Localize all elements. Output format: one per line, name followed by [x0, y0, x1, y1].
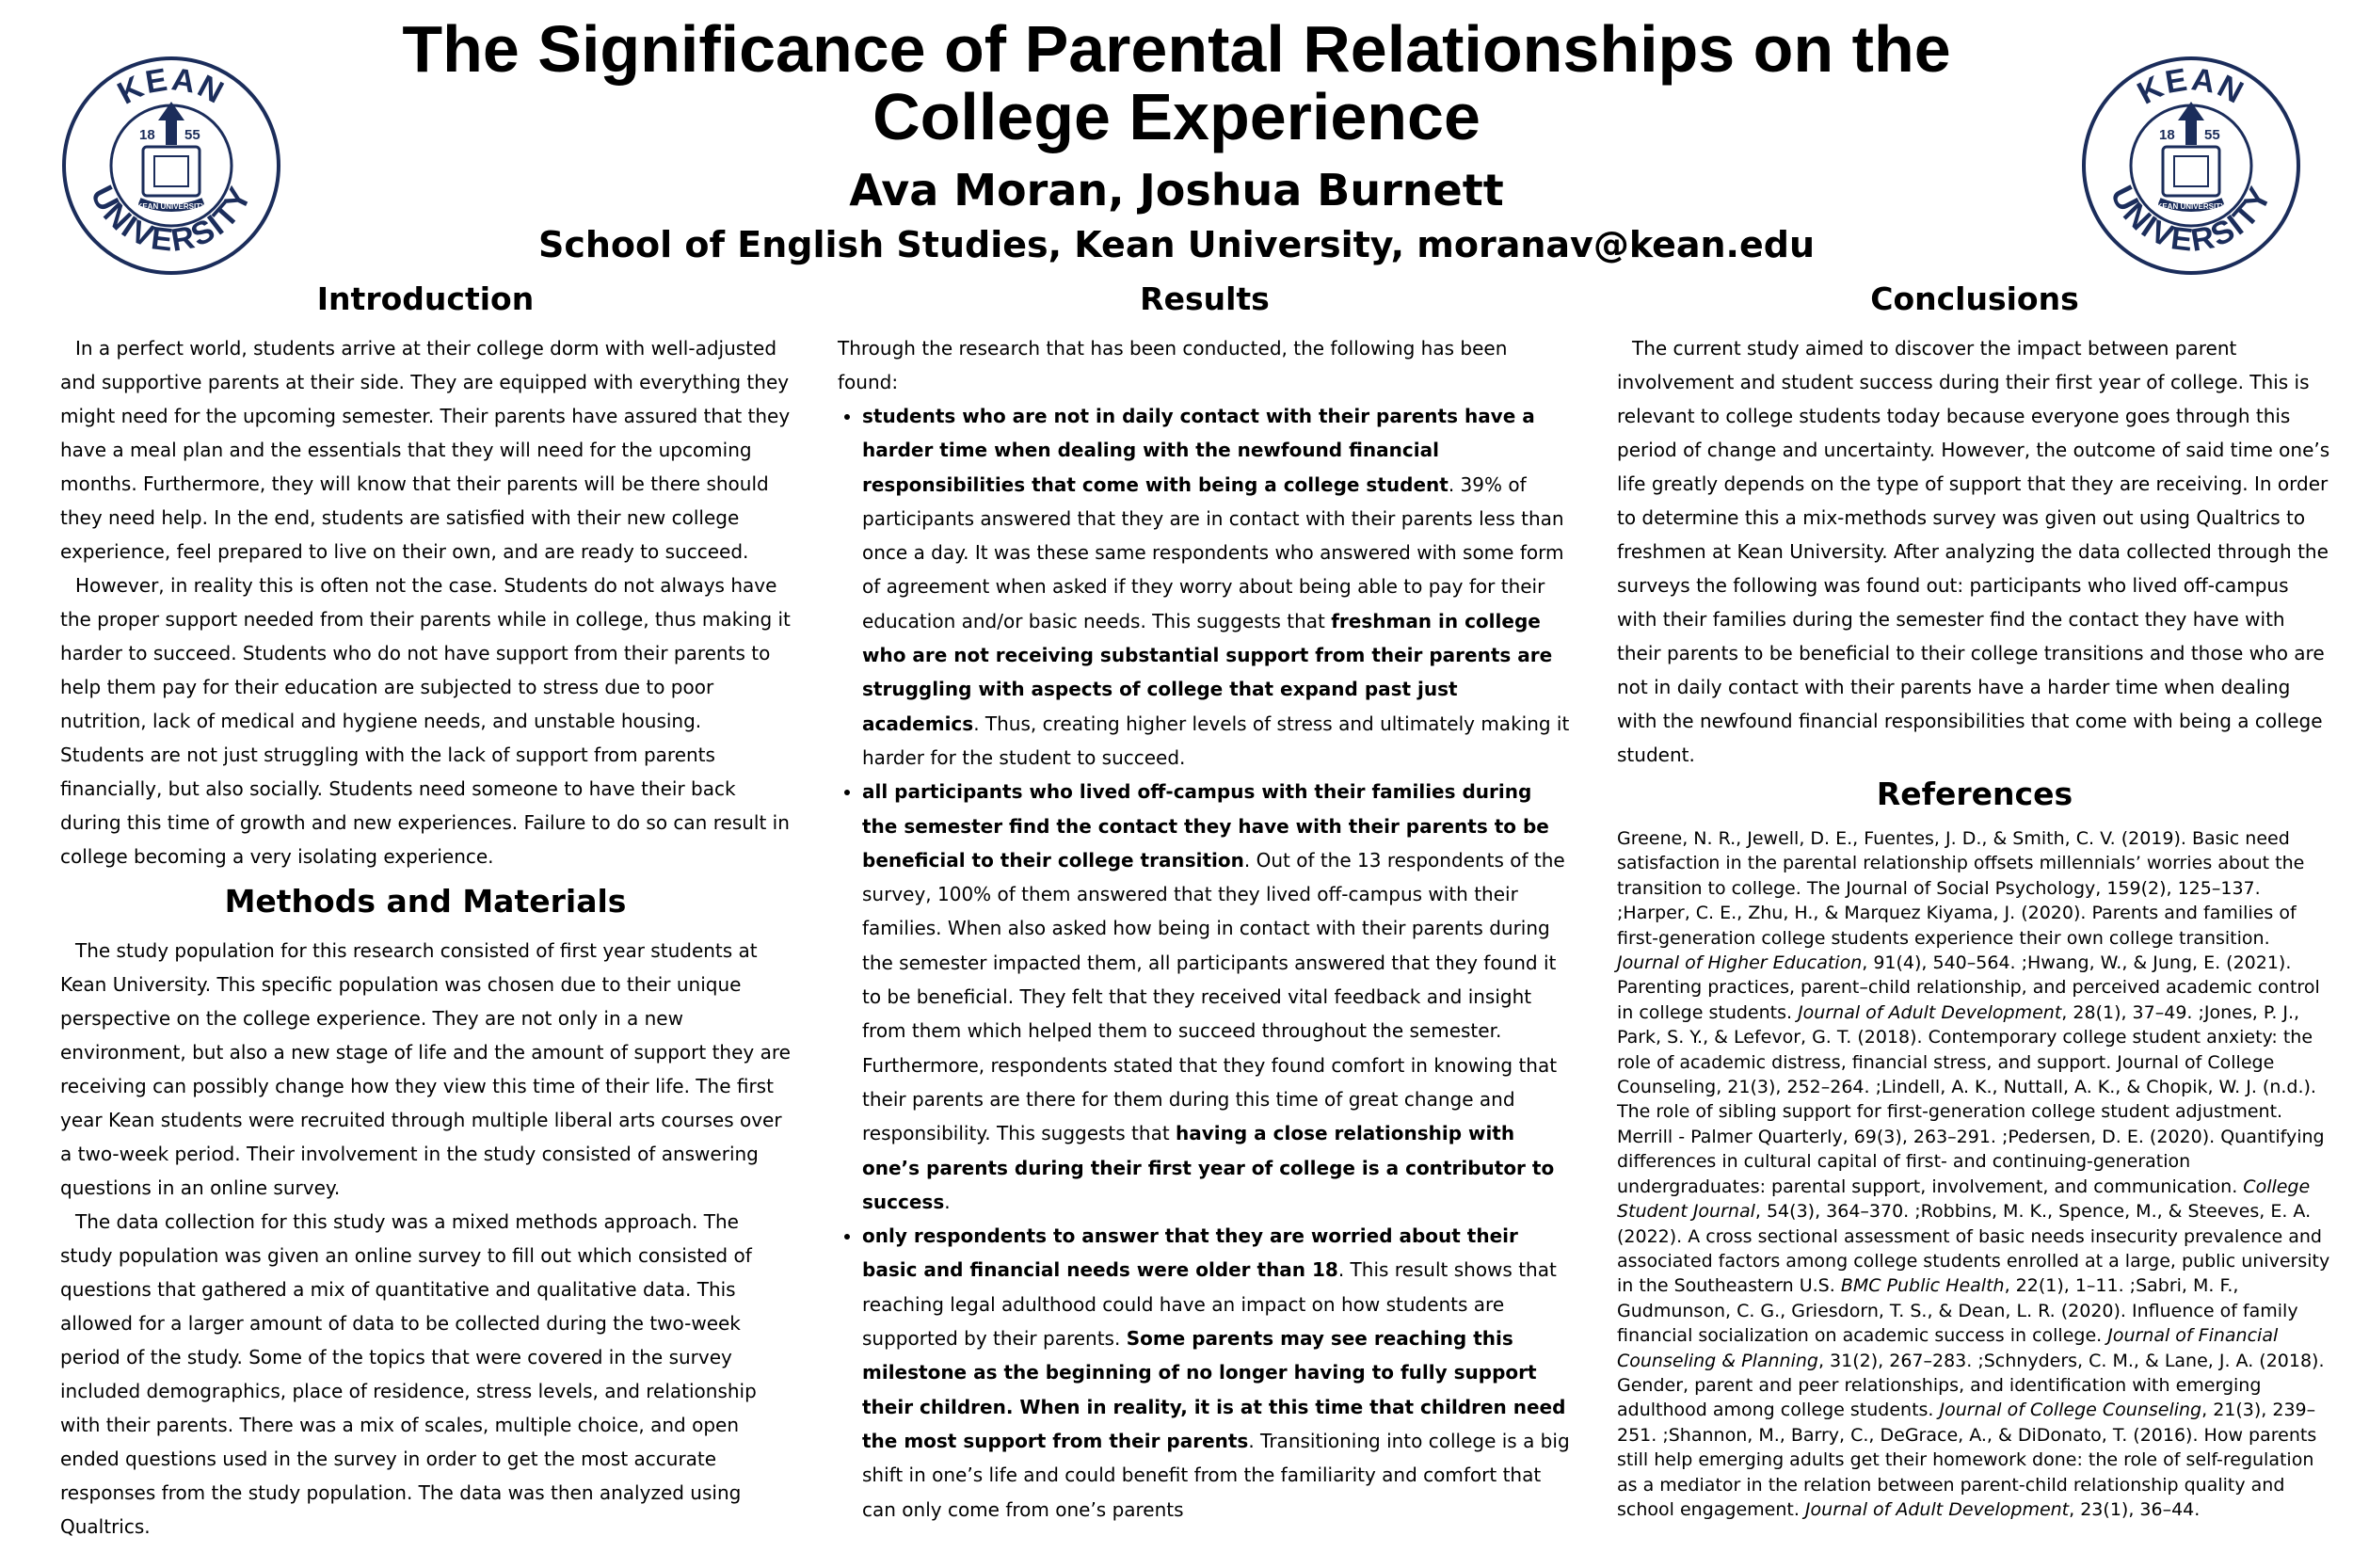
methods-paragraph-2: The data collection for this study was a mixed methods approach. The study population was given an online survey to fill out which consisted of questions that gathered a mix of quantitative and qualitative data. This allowed for a larger amount of data to be collected during the two-week period of the study. Some of the topics that were covered in the survey included demographics, place of residence, stress levels, and relationship with their parents. There was a mix of scales, multiple choice, and open ended questions used in the survey in order to get the most accurate responses from the study population. The data was then analyzed using Qualtrics. — [60, 1210, 757, 1538]
seal-year-left: 18 — [2159, 127, 2175, 143]
results-finding-3: • only respondents to answer that they are worried about their basic and financial needs were older than 18. This result shows that reaching legal adulthood could have an impact on how students are supported by their parents. Some parents may see reaching this milestone as the beginning of no longer having to fully support their children. When in reality, it is at this time that children need the most support from their parents. Transitioning into college is a big shift in one’s life and could benefit from the familiarity and comfort that can only come from one’s parents — [862, 1219, 1572, 1527]
seal-bottom-text: UNIVERSITY — [83, 180, 260, 259]
results-heading: Results — [1140, 280, 1270, 317]
svg-text:UNIVERSITY — [2104, 180, 2280, 258]
seal-year-right: 55 — [184, 127, 200, 143]
seal-top-text: KEAN — [2131, 61, 2251, 112]
references-heading: References — [1876, 776, 2073, 812]
shield-icon — [143, 147, 200, 196]
poster-affiliation: School of English Studies, Kean University, moranav@kean.edu — [537, 224, 1816, 265]
references-text: Greene, N. R., Jewell, D. E., Fuentes, J. D., & Smith, C. V. (2019). Basic need satisfaction in the parental relationship offsets millennials’ worries about the transition to college. The Journal of Social Psychology, 159(2), 125–137. ;Harper, C. E., Zhu, H., & Marquez Kiyama, J. (2020). Parents and families of first-generation college students experience their own college transition. Journal of Higher Education, 91(4), 540–564. ;Hwang, W., & Jung, E. (2021). Parenting practices, parent–child relationship, and perceived academic control in college students. Journal of Adult Development, 28(1), 37–49. ;Jones, P. J., Park, S. Y., & Lefevor, G. T. (2018). Contemporary college student anxiety: the role of academic distress, financial stress, and support. Journal of College Counseling, 21(3), 252–264. ;Lindell, A. K., Nuttall, A. K., & Chopik, W. J. (n.d.). The role of sibling support for first-generation college student adjustment. Merrill - Palmer Quarterly, 69(3), 263–291. ;Pedersen, D. E. (2020). Quantifying differences in cultural capital of first- and continuing-generation undergraduates: parental support, involvement, and communication. College Student Journal, 54(3), 364–370. ;Robbins, M. K., Spence, M., & Steeves, E. A. (2022). A cross sectional assessment of basic needs insecurity prevalence and associated factors among college students enrolled at a large, public university in the Southeastern U.S. BMC Public Health, 22(1), 1–11. ;Sabri, M. F., Gudmunson, C. G., Griesdorn, T. S., & Dean, L. R. (2020). Influence of family financial socialization on academic success in college. Journal of Financial Counseling & Planning, 31(2), 267–283. ;Schnyders, C. M., & Lane, J. A. (2018). Gender, parent and peer relationships, and identification with emerging adulthood among college students. Journal of College Counseling, 21(3), 239–251. ;Shannon, M., Barry, C., DeGrace, A., & DiDonato, T. (2016). How parents still help emerging adults get their homework done: the role of self-regulation as a mediator in the relation between parent-child relationship quality and school engagement. Journal of Adult Development, 23(1), 36–44. — [1617, 828, 2330, 1520]
kean-university-seal-right — [2080, 55, 2302, 277]
svg-text:UNIVERSITY — [84, 180, 260, 258]
results-intro: Through the research that has been conducted, the following has been found: — [838, 337, 1508, 393]
conclusions-paragraph: The current study aimed to discover the impact between parent involvement and student success during their first year of college. This is relevant to college students today because everyone goes through this period of change and uncertainty. However, the outcome of said time one’s life greatly depends on the type of support that they are receiving. In order to determine this a mix-methods survey was given out using Qualtrics to freshmen at Kean University. After analyzing the data collected through the surveys the following was found out: participants who lived off-campus with their families during the semester find the contact they have with their parents to be beneficial to their college transitions and those who are not in daily contact with their parents have a harder time when dealing with the newfound financial responsibilities that come with being a college student. — [1617, 337, 2330, 766]
seal-bottom-text: UNIVERSITY — [2103, 180, 2280, 259]
right-column — [1617, 273, 2332, 1522]
kean-university-seal-left — [60, 55, 282, 277]
results-finding-1: • students who are not in daily contact with their parents have a harder time when dealing with the newfound financial responsibilities that come with being a college student. 39% of participants answered that they are in contact with their parents less than once a day. It was these same respondents who answered with some form of agreement when asked if they worry about being able to pay for their education and/or basic needs. This suggests that freshman in college who are not receiving substantial support from their parents are struggling with aspects of college that expand past just academics. Thus, creating higher levels of stress and ultimately making it harder for the student to succeed. — [862, 399, 1572, 775]
introduction-heading: Introduction — [316, 280, 535, 317]
shield-icon — [2163, 147, 2219, 196]
seal-top-text: KEAN — [111, 61, 232, 112]
seal-motto: KEAN UNIVERSITY — [2156, 202, 2226, 211]
poster-header — [282, 12, 2071, 267]
results-finding-2: • all participants who lived off-campus with their families during the semester find the contact they have with their parents to be beneficial to their college transition. Out of the 13 respondents of the survey, 100% of them answered that they lived off-campus with their families. When also asked how being in contact with their parents during the semester impacted them, all participants answered that they found it to be beneficial. They felt that they received vital feedback and insight from them which helped them to succeed throughout the semester. Furthermore, respondents stated that they found comfort in knowing that their parents are there for them during this time of great change and responsibility. This suggests that having a close relationship with one’s parents during their first year of college is a contributor to success. — [862, 775, 1572, 1219]
methods-heading: Methods and Materials — [224, 883, 627, 920]
seal-motto: KEAN UNIVERSITY — [136, 202, 206, 211]
seal-year-left: 18 — [139, 127, 155, 143]
introduction-paragraph-1: In a perfect world, students arrive at their college dorm with well-adjusted and supportive parents at their side. They are equipped with everything they might need for the upcoming semester. Their parents have assured that they have a meal plan and the essentials that they will need for the upcoming months. Furthermore, they will know that their parents will be there should they need help. In the end, students are satisfied with their new college experience, feel prepared to live on their own, and are ready to succeed. — [60, 337, 791, 563]
poster-authors: Ava Moran, Joshua Burnett — [849, 165, 1504, 216]
torch-flame-icon — [2178, 102, 2204, 120]
methods-paragraph-1: The study population for this research consisted of first year students at Kean University. This specific population was chosen due to their unique perspective on the college experience. They are not only in a new environment, but also a new stage of life and the amount of support they are receiving can possibly change how they view this time of their life. The first year Kean students were recruited through multiple liberal arts courses over a two-week period. Their involvement in the study consisted of answering questions in an online survey. — [60, 939, 791, 1199]
poster-title: The Significance of Parental Relationships on the College Experience — [402, 12, 1951, 153]
seal-year-right: 55 — [2204, 127, 2220, 143]
torch-flame-icon — [158, 102, 184, 120]
conclusions-heading: Conclusions — [1870, 280, 2079, 317]
left-column — [60, 273, 791, 1544]
results-list — [838, 399, 1572, 1527]
introduction-paragraph-2: However, in reality this is often not the case. Students do not always have the proper support needed from their parents while in college, thus making it harder to succeed. Students who do not have support from their parents to help them pay for their education are subjected to stress due to poor nutrition, lack of medical and hygiene needs, and unstable housing. Students are not just struggling with the lack of support from parents financially, but also socially. Students need someone to have their back during this time of growth and new experiences. Failure to do so can result in college becoming a very isolating experience. — [60, 574, 791, 868]
middle-column — [838, 273, 1572, 1527]
